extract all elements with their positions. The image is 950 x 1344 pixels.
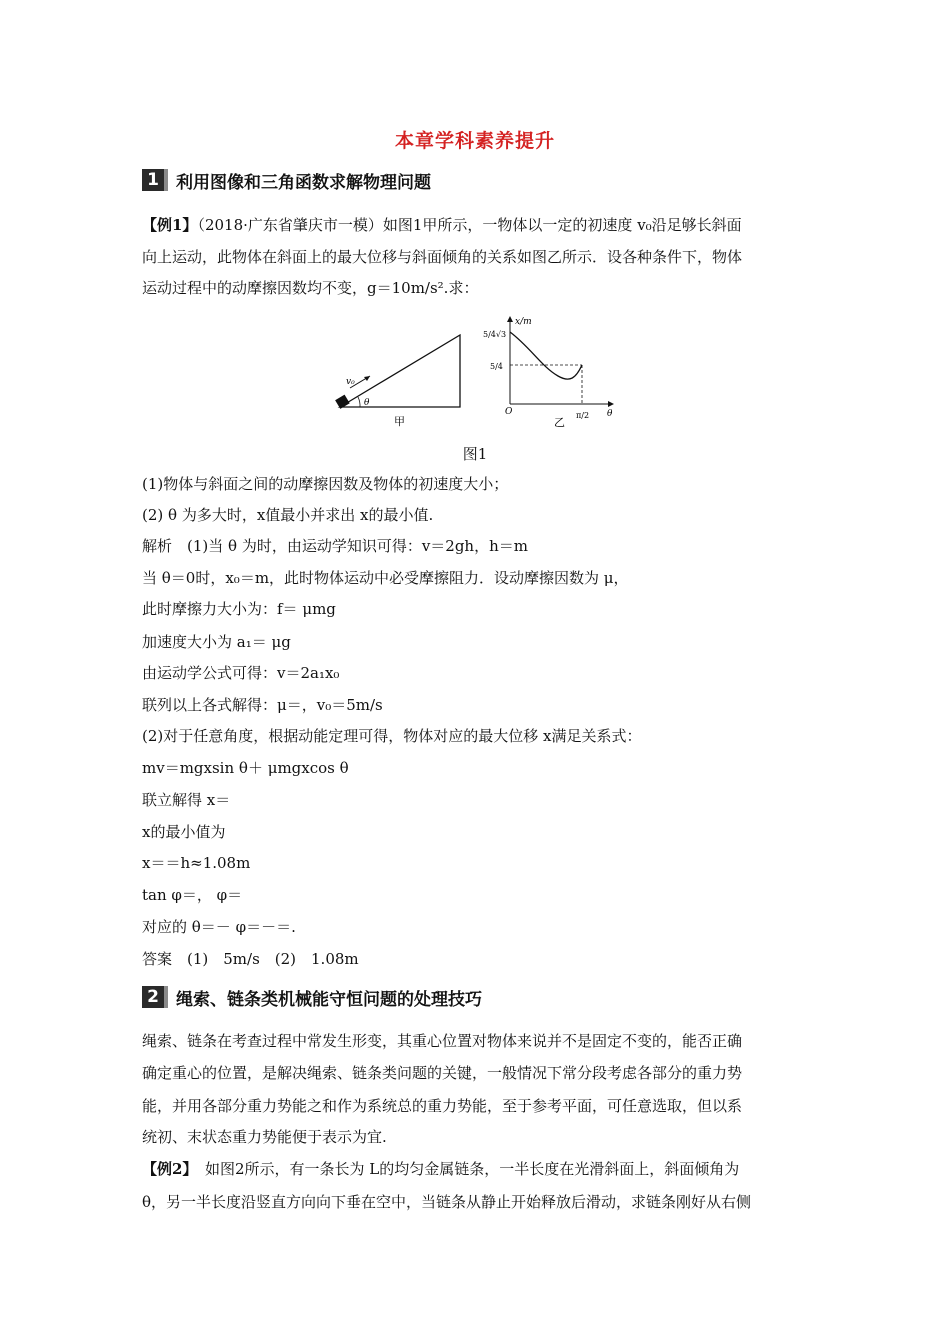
solution-line-2: 当 θ＝0时，x₀＝m，此时物体运动中必受摩擦阻力．设动摩擦因数为 μ， bbox=[142, 569, 629, 587]
solution-line-4: 加速度大小为 a₁＝ μg bbox=[142, 633, 291, 651]
solution-line-1: 解析 (1)当 θ 为时，由运动学知识可得：v＝2gh，h＝m bbox=[142, 537, 528, 555]
paragraph-2-line-3: 能，并用各部分重力势能之和作为系统总的重力势能，至于参考平面，可任意选取，但以系 bbox=[142, 1097, 743, 1115]
x-axis-label: θ bbox=[607, 409, 613, 419]
question-2: (2) θ 为多大时，x值最小并求出 x的最小值. bbox=[142, 506, 434, 524]
figure-1-caption: 图1 bbox=[462, 445, 488, 463]
paragraph-2-line-4: 统初、末状态重力势能便于表示为宜. bbox=[142, 1128, 387, 1146]
v0-label: v₀ bbox=[346, 377, 355, 387]
example-2-line-2: θ，另一半长度沿竖直方向向下垂在空中，当链条从静止开始释放后滑动，求链条刚好从右侧 bbox=[142, 1193, 752, 1211]
section-2-number: 2 bbox=[142, 986, 168, 1008]
figure-1 bbox=[330, 312, 630, 434]
example-1-line-1: 【例1】（2018·广东省肇庆市一模）如图1甲所示，一物体以一定的初速度 v₀沿足够长斜面 bbox=[142, 216, 742, 234]
example-1-line-2: 向上运动，此物体在斜面上的最大位移与斜面倾角的关系如图乙所示．设各种条件下，物体 bbox=[142, 248, 743, 266]
figure-left-label: 甲 bbox=[394, 415, 405, 428]
paragraph-2-line-1: 绳索、链条在考查过程中常发生形变，其重心位置对物体来说并不是固定不变的，能否正确 bbox=[142, 1032, 743, 1050]
origin-label: O bbox=[505, 407, 513, 417]
section-1-title: 利用图像和三角函数求解物理问题 bbox=[176, 172, 431, 193]
solution-line-3: 此时摩擦力大小为：f＝ μmg bbox=[142, 600, 336, 618]
example-1-tag: 【例1】 bbox=[142, 216, 198, 234]
tick-x-label: π/2 bbox=[576, 411, 590, 420]
answer-line: 答案 (1) 5m/s (2) 1.08m bbox=[142, 950, 359, 968]
solution-line-5: 由运动学公式可得：v＝2a₁x₀ bbox=[142, 664, 340, 682]
incline-theta-label: θ bbox=[364, 398, 370, 408]
question-1: (1)物体与斜面之间的动摩擦因数及物体的初速度大小； bbox=[142, 475, 509, 493]
tick-top-label: 5/4√3 bbox=[483, 330, 507, 339]
incline-diagram bbox=[335, 335, 460, 428]
solution-line-12: tan φ＝， φ＝ bbox=[142, 886, 243, 904]
solution-line-7: (2)对于任意角度，根据动能定理可得，物体对应的最大位移 x满足关系式： bbox=[142, 727, 642, 745]
solution-line-13: 对应的 θ＝－ φ＝－＝. bbox=[142, 918, 296, 936]
example-2-tag: 【例2】 bbox=[142, 1160, 190, 1178]
solution-line-10: x的最小值为 bbox=[142, 823, 226, 841]
example-1-line-3: 运动过程中的动摩擦因数均不变，g＝10m/s².求： bbox=[142, 279, 479, 297]
solution-line-11: x＝＝h≈1.08m bbox=[142, 854, 251, 872]
figure-right-label: 乙 bbox=[554, 416, 565, 429]
section-1-header bbox=[142, 167, 431, 193]
page-title: 本章学科素养提升 bbox=[394, 130, 555, 152]
section-2-title: 绳索、链条类机械能守恒问题的处理技巧 bbox=[176, 989, 482, 1010]
solution-line-8: mv＝mgxsin θ＋ μmgxcos θ bbox=[142, 759, 349, 777]
section-2-header bbox=[142, 984, 482, 1010]
solution-line-6: 联列以上各式解得：μ＝，v₀＝5m/s bbox=[142, 696, 383, 714]
paragraph-2-line-2: 确定重心的位置，是解决绳索、链条类问题的关键，一般情况下常分段考虑各部分的重力势 bbox=[142, 1064, 743, 1082]
solution-line-9: 联立解得 x＝ bbox=[142, 791, 231, 809]
tick-mid-label: 5/4 bbox=[490, 362, 503, 371]
x-theta-graph bbox=[483, 316, 614, 429]
y-axis-label: x/m bbox=[515, 317, 532, 327]
example-2-line-1: 【例2】 如图2所示，有一条长为 L的均匀金属链条，一半长度在光滑斜面上，斜面倾角为 bbox=[142, 1160, 740, 1178]
section-1-number: 1 bbox=[142, 169, 168, 191]
curve bbox=[510, 332, 582, 379]
